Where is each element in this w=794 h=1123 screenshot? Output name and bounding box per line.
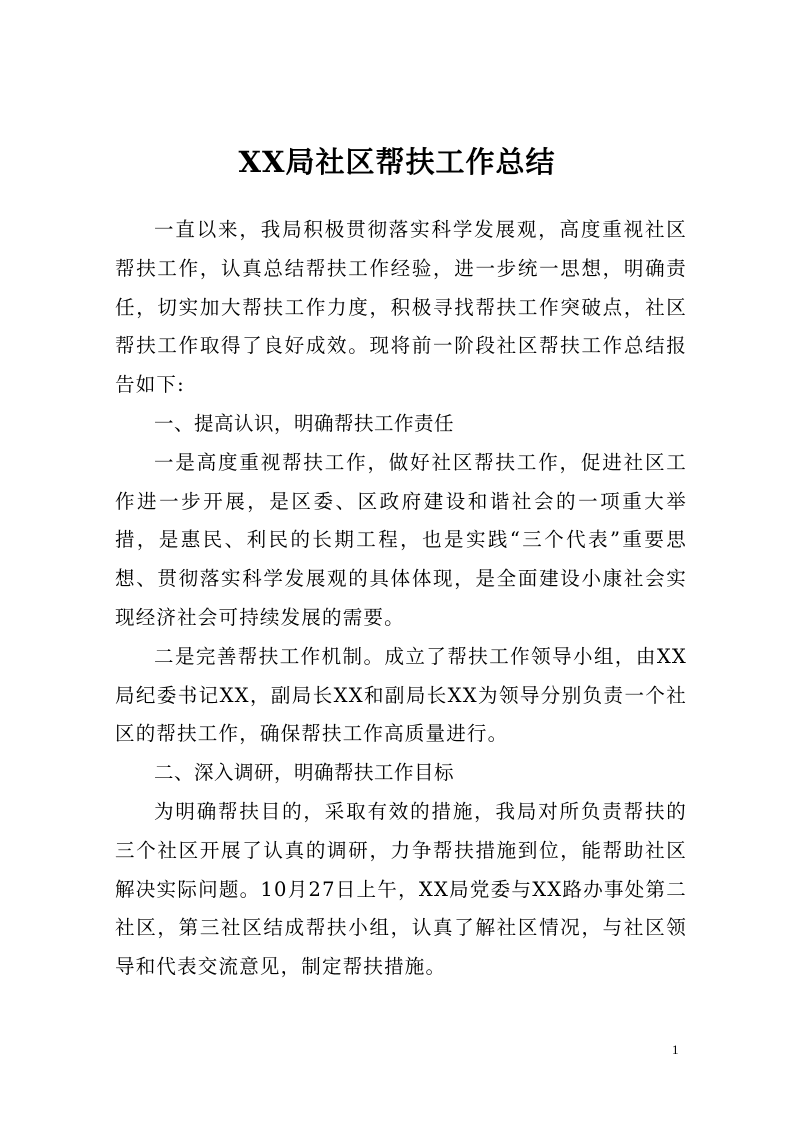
- document-title: XX局社区帮扶工作总结: [238, 145, 556, 179]
- section-2-paragraph-1: 为明确帮扶目的，采取有效的措施，我局对所负责帮扶的三个社区开展了认真的调研，力争帮扶措施到位，能帮助社区解决实际问题。10月27日上午，XX局党委与XX路办事处第二社区，第三社区结成帮扶小组，认真了解社区情况，与社区领导和代表交流意见，制定帮扶措施。: [115, 799, 687, 979]
- section-1-paragraph-1: 一是高度重视帮扶工作，做好社区帮扶工作，促进社区工作进一步开展，是区委、区政府建设和谐社会的一项重大举措，是惠民、利民的长期工程，也是实践“三个代表”重要思想、贯彻落实科学发展观的具体体现，是全面建设小康社会实现经济社会可持续发展的需要。: [115, 450, 687, 629]
- section-1-heading: 一、提高认识，明确帮扶工作责任: [154, 411, 455, 435]
- intro-paragraph: 一直以来，我局积极贯彻落实科学发展观，高度重视社区帮扶工作，认真总结帮扶工作经验，进一步统一思想，明确责任，切实加大帮扶工作力度，积极寻找帮扶工作突破点，社区帮扶工作取得了良好成效。现将前一阶段社区帮扶工作总结报告如下:: [115, 218, 687, 397]
- section-1-paragraph-2: 二是完善帮扶工作机制。成立了帮扶工作领导小组，由XX局纪委书记XX，副局长XX和副局长XX为领导分别负责一个社区的帮扶工作，确保帮扶工作高质量进行。: [115, 644, 687, 746]
- document-body: [115, 211, 687, 987]
- section-2-heading: 二、深入调研，明确帮扶工作目标: [154, 761, 455, 785]
- page-number: 1: [672, 1042, 679, 1057]
